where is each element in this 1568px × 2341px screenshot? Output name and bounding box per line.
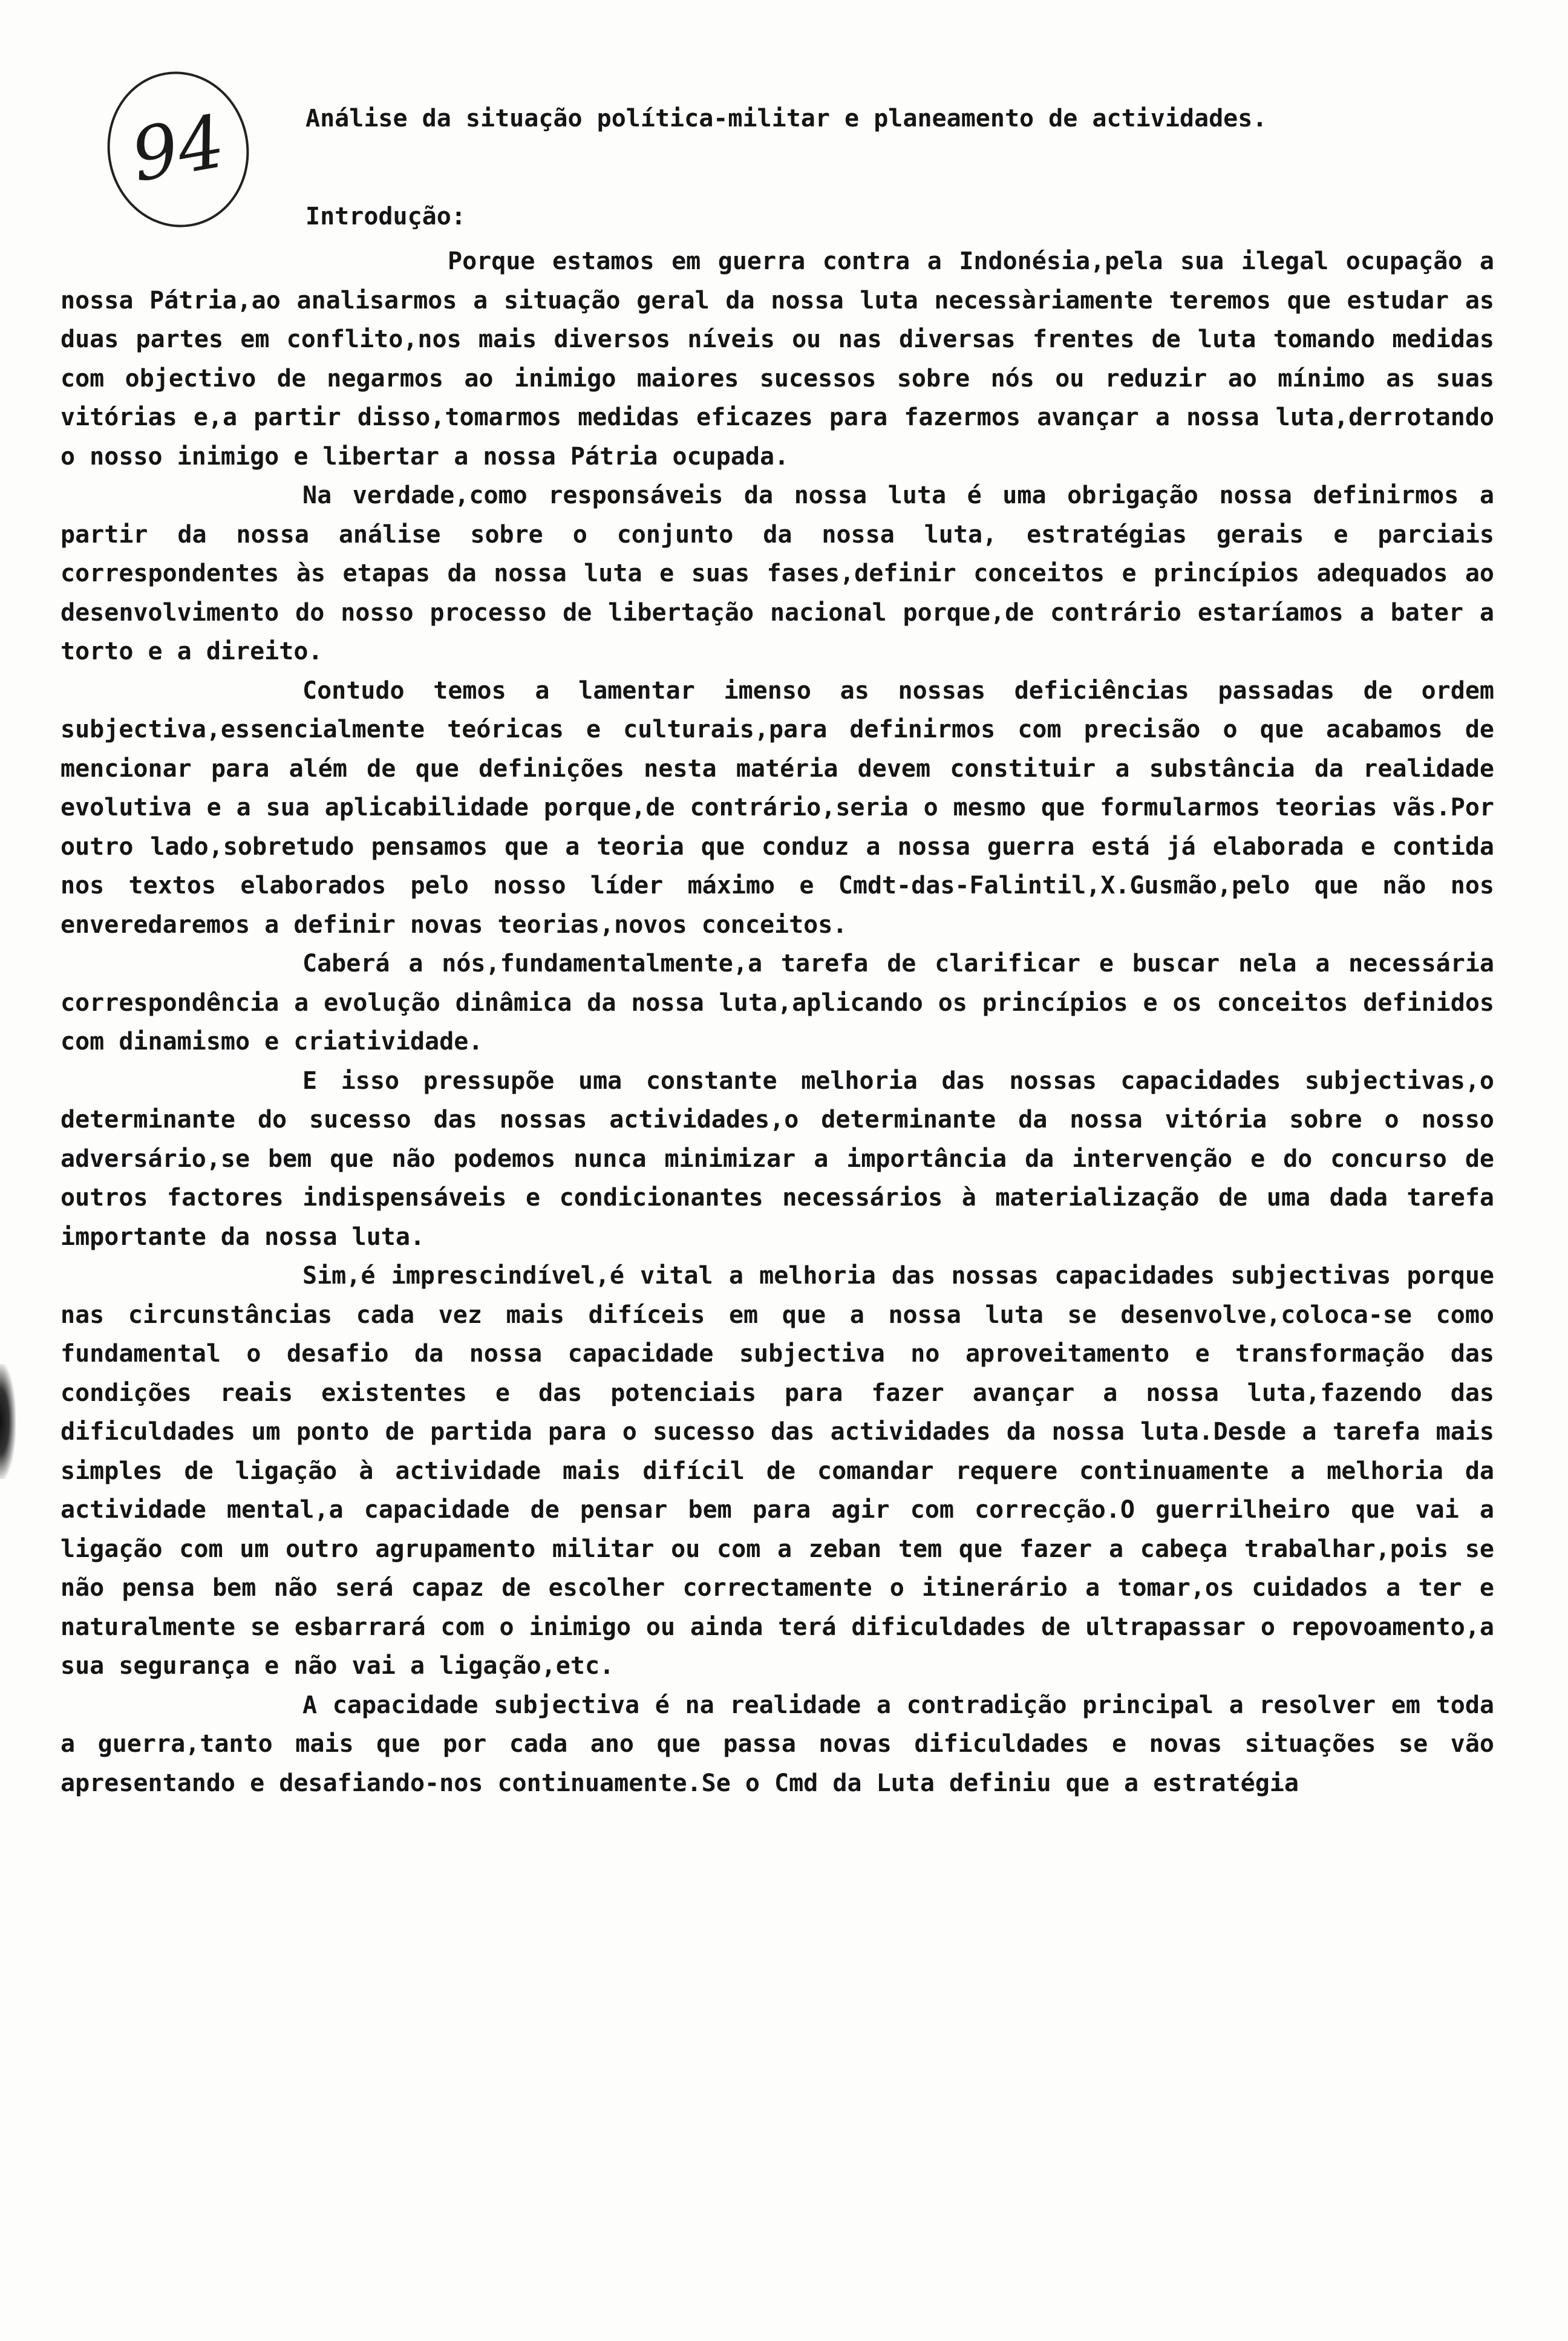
paragraph: Contudo temos a lamentar imenso as nossas deficiências passadas de ordem subjectiva,essencialmente teóricas e culturais,para definirmos com precisão o que acabamos de mencionar para além de que definições nesta matéria devem constituir a substância da realidade evolutiva e a sua aplicabilidade porque,de contrário,seria o mesmo que formularmos teorias vãs.Por outro lado,sobretudo pensamos que a teoria que conduz a nossa guerra está já elaborada e contida nos textos elaborados pelo nosso líder máximo e Cmdt-das-Falintil,X.Gusmão,pelo que não nos enveredaremos a definir novas teorias,novos conceitos. <box>60 676 1494 939</box>
handwritten-page-number: 94 <box>95 60 261 239</box>
paragraph: Sim,é imprescindível,é vital a melhoria das nossas capacidades subjectivas porque nas circunstâncias cada vez mais difíceis em que a nossa luta se desenvolve,coloca-se como fundamental o desafio da nossa capacidade subjectiva no aproveitamento e transformação das condições reais existentes e das potenciais para fazer avançar a nossa luta,fazendo das dificuldades um ponto de partida para o sucesso das actividades da nossa luta.Desde a tarefa mais simples de ligação à actividade mais difícil de comandar requere continuamente a melhoria da actividade mental,a capacidade de pensar bem para agir com correcção.O guerrilheiro que vai a ligação com um outro agrupamento militar ou com a zeban tem que fazer a cabeça trabalhar,pois se não pensa bem não será capaz de escolher correctamente o itinerário a tomar,os cuidados a ter e naturalmente se esbarrará com o inimigo ou ainda terá dificuldades de ultrapassar o repovoamento,a sua segurança e não vai a ligação,etc. <box>60 1262 1494 1680</box>
paragraph: Porque estamos em guerra contra a Indonésia,pela sua ilegal ocupação a nossa Pátria,ao analisarmos a situação geral da nossa luta necessàriamente teremos que estudar as duas partes em conflito,nos mais diversos níveis ou nas diversas frentes de luta tomando medidas com objectivo de negarmos ao inimigo maiores sucessos sobre nós ou reduzir ao mínimo as suas vitórias e,a partir disso,tomarmos medidas eficazes para fazermos avançar a nossa luta,derrotando o nosso inimigo e libertar a nossa Pátria ocupada. <box>60 247 1494 471</box>
ink-bleed-mark <box>0 1364 16 1479</box>
paragraph: E isso pressupõe uma constante melhoria das nossas capacidades subjectivas,o determinante do sucesso das nossas actividades,o determinante da nossa vitória sobre o nosso adversário,se bem que não podemos nunca minimizar a importância da intervenção e do concurso de outros factores indispensáveis e condicionantes necessários à materialização de uma dada tarefa importante da nossa luta. <box>60 1066 1494 1251</box>
paragraph: A capacidade subjectiva é na realidade a contradição principal a resolver em toda a guerra,tanto mais que por cada ano que passa novas dificuldades e novas situações se vão apresentando e desafiando-nos continuamente.Se o Cmd da Luta definiu que a estratégia <box>60 1691 1494 1797</box>
section-heading-introduction: Introdução: <box>305 203 466 230</box>
paragraph: Caberá a nós,fundamentalmente,a tarefa de clarificar e buscar nela a necessária correspondência a evolução dinâmica da nossa luta,aplicando os princípios e os conceitos definidos com dinamismo e criatividade. <box>60 950 1494 1056</box>
paragraph: Na verdade,como responsáveis da nossa luta é uma obrigação nossa definirmos a partir da nossa análise sobre o conjunto da nossa luta, estratégias gerais e parciais correspondentes às etapas da nossa luta e suas fases,definir conceitos e princípios adequados ao desenvolvimento do nosso processo de libertação nacional porque,de contrário estaríamos a bater a torto e a direito. <box>60 482 1494 665</box>
document-title: Análise da situação política-militar e planeamento de actividades. <box>305 105 1267 132</box>
document-body <box>60 242 1494 1803</box>
